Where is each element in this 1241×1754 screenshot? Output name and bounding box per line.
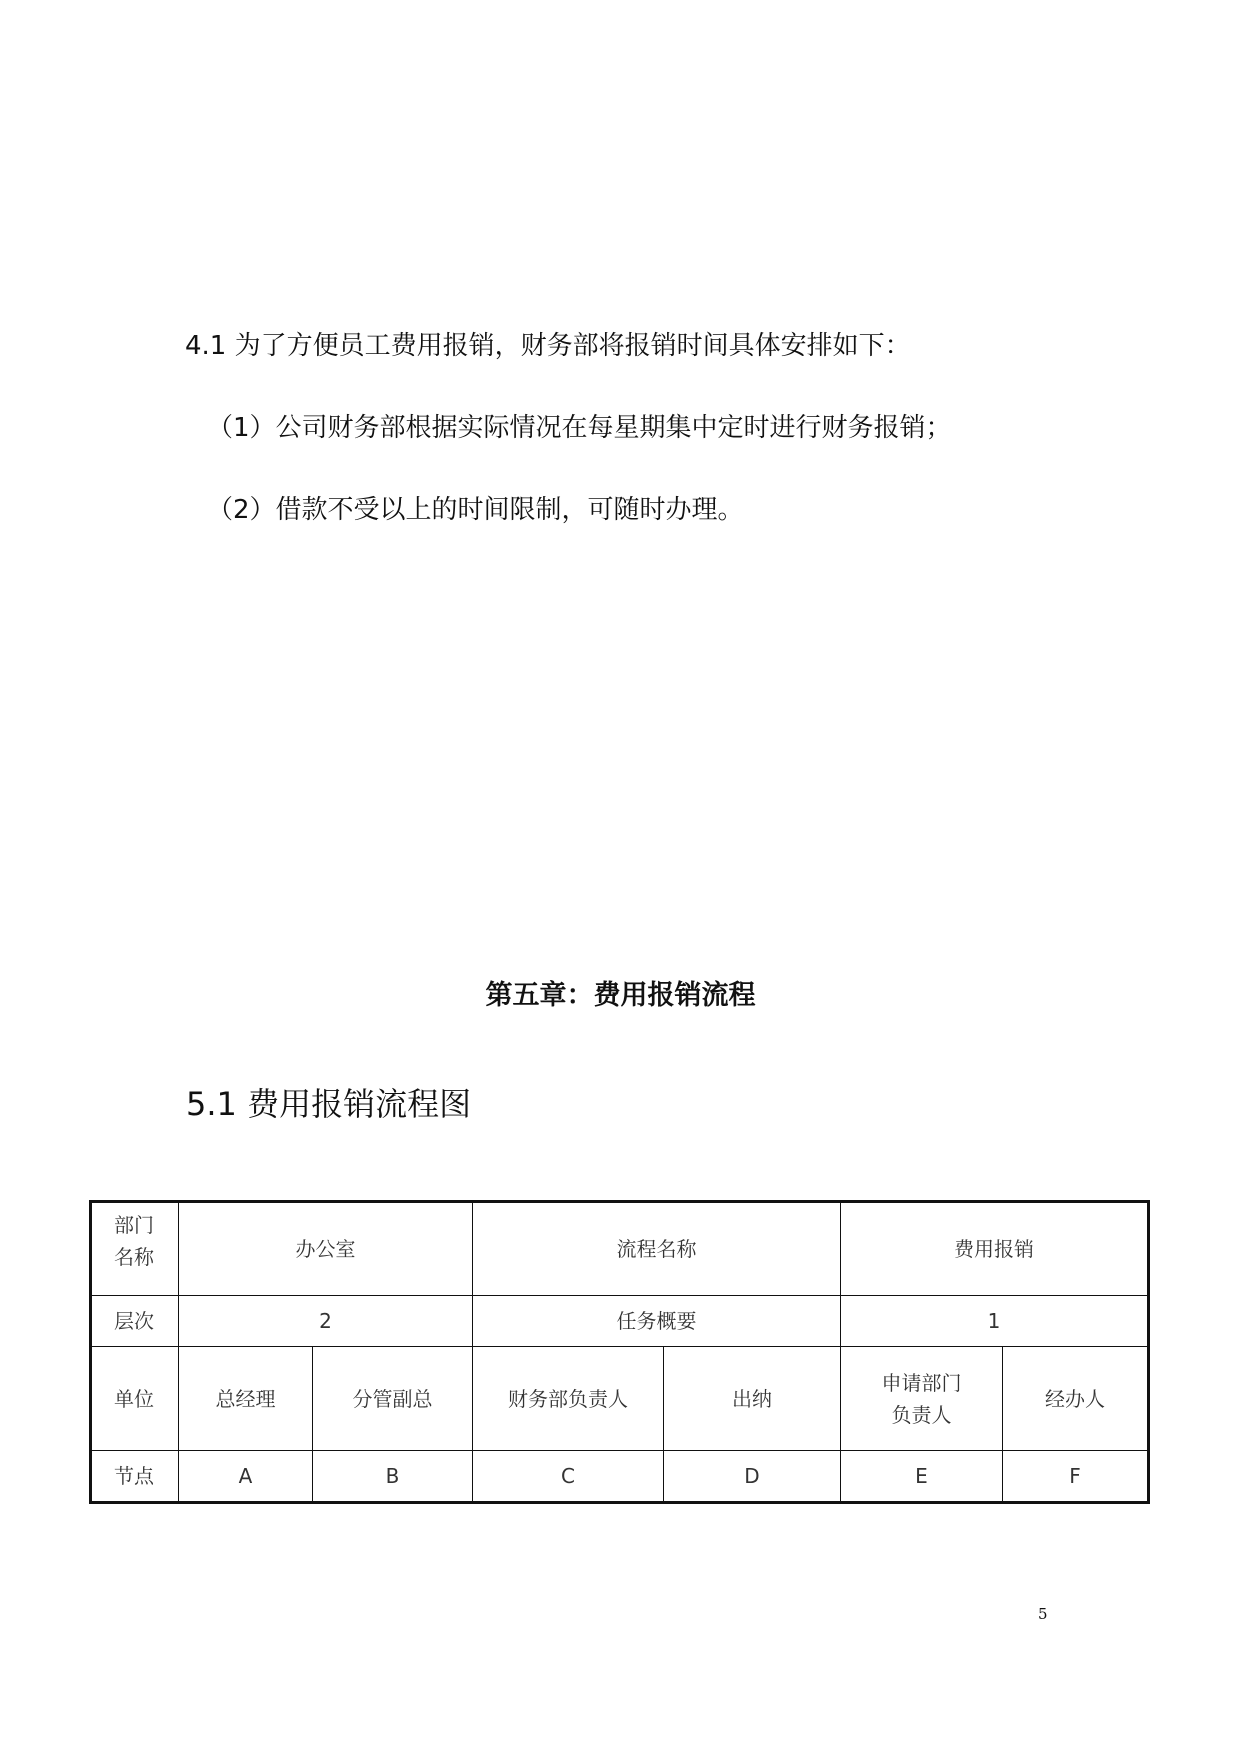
dept-name-value: 办公室 [179,1202,473,1296]
chapter-title: 第五章：费用报销流程 [485,980,756,1011]
section-4-1-intro: 4.1 为了方便员工费用报销，财务部将报销时间具体安排如下： [185,331,911,361]
node-e: E [841,1451,1003,1503]
dept-name-label-line1: 部门 [114,1213,154,1237]
role-general-manager: 总经理 [179,1347,313,1451]
list-item-2: （2）借款不受以上的时间限制，可随时办理。 [207,495,744,525]
role-deputy-gm: 分管副总 [313,1347,473,1451]
role-applicant-dept-head [841,1347,1003,1451]
process-info-table [89,1200,1150,1504]
node-d: D [664,1451,841,1503]
role-finance-head: 财务部负责人 [473,1347,664,1451]
role-applicant-dept-head-line1: 申请部门 [881,1370,962,1395]
dept-name-label-line2: 名称 [114,1245,154,1269]
node-c: C [473,1451,664,1503]
table-row [91,1296,1149,1347]
list-item-1: （1）公司财务部根据实际情况在每星期集中定时进行财务报销； [207,413,952,443]
level-value: 2 [179,1296,473,1347]
level-label: 层次 [91,1296,179,1347]
section-heading: 5.1 费用报销流程图 [186,1085,472,1123]
node-f: F [1003,1451,1149,1503]
role-cashier: 出纳 [664,1347,841,1451]
table-row [91,1202,1149,1296]
node-a: A [179,1451,313,1503]
role-applicant-dept-head-line2: 负责人 [891,1402,952,1427]
dept-name-label [91,1202,179,1296]
node-label: 节点 [91,1451,179,1503]
unit-label: 单位 [91,1347,179,1451]
role-handler: 经办人 [1003,1347,1149,1451]
process-name-value: 费用报销 [841,1202,1149,1296]
task-summary-label: 任务概要 [473,1296,841,1347]
table-row [91,1347,1149,1451]
table-row [91,1451,1149,1503]
node-b: B [313,1451,473,1503]
task-summary-value: 1 [841,1296,1149,1347]
page-number: 5 [1038,1605,1048,1623]
process-name-label: 流程名称 [473,1202,841,1296]
